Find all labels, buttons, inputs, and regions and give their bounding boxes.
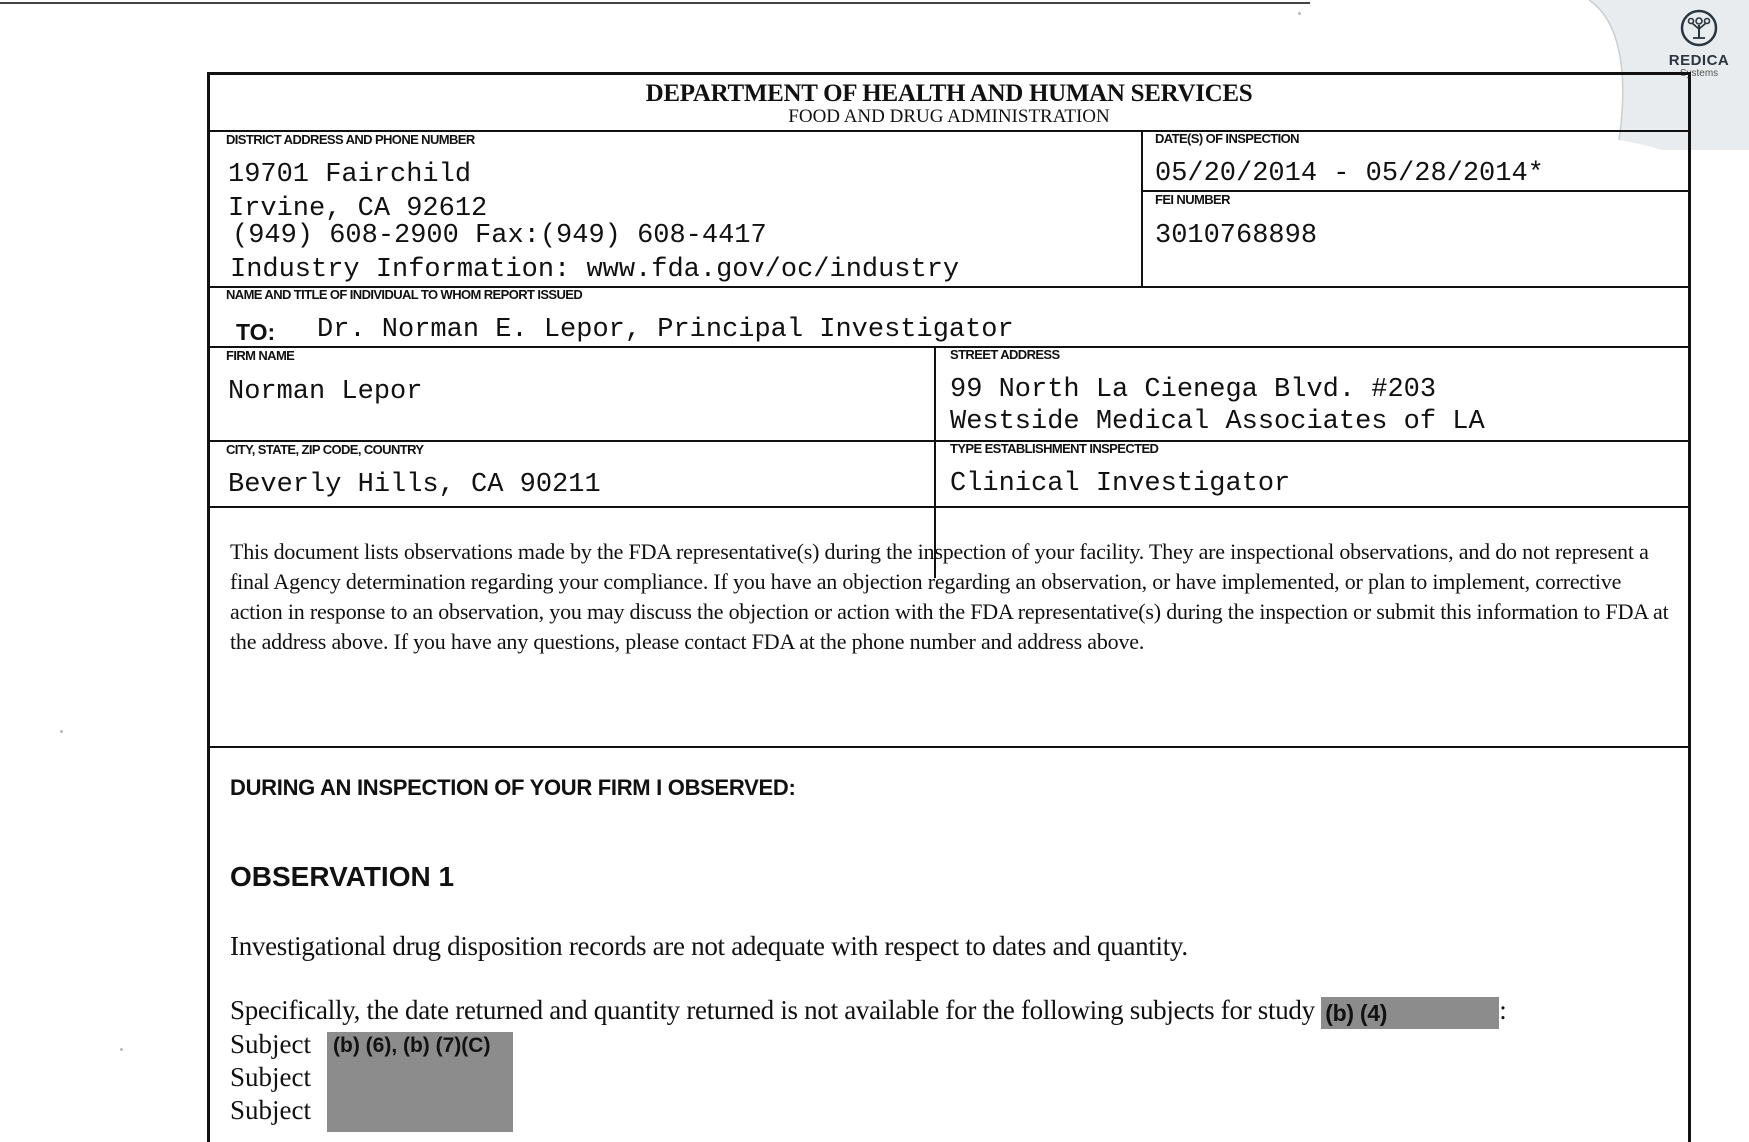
scan-speck — [1298, 12, 1301, 15]
rule — [210, 746, 1691, 748]
street-address-label: STREET ADDRESS — [950, 347, 1060, 362]
district-label: DISTRICT ADDRESS AND PHONE NUMBER — [226, 132, 475, 147]
district-url: Industry Information: www.fda.gov/oc/industry — [230, 255, 960, 285]
street-address-line2: Westside Medical Associates of LA — [950, 407, 1485, 437]
observation-text: Investigational drug disposition records are not adequate with respect to dates and quantity. — [230, 931, 1188, 961]
agency-title: FOOD AND DRUG ADMINISTRATION — [788, 106, 1110, 127]
redica-logo — [1649, 8, 1749, 79]
fda-form — [207, 72, 1691, 1142]
establishment-label: TYPE ESTABLISHMENT INSPECTED — [950, 441, 1159, 456]
city-value: Beverly Hills, CA 90211 — [228, 470, 601, 500]
subject-redaction — [327, 1032, 513, 1132]
logo-name: REDICA — [1668, 52, 1730, 69]
form-header — [210, 75, 1688, 127]
street-address-line1: 99 North La Cienega Blvd. #203 — [950, 375, 1437, 405]
study-redaction: (b) (4) — [1321, 997, 1499, 1029]
department-title: DEPARTMENT OF HEALTH AND HUMAN SERVICES — [645, 80, 1253, 107]
specifics-colon: : — [1499, 995, 1507, 1025]
fei-number: 3010768898 — [1155, 221, 1318, 251]
scan-top-edge — [0, 2, 1310, 4]
city-label: CITY, STATE, ZIP CODE, COUNTRY — [226, 442, 424, 457]
observation-specifics — [230, 995, 1506, 1029]
subject-label: Subject — [230, 1095, 311, 1125]
to-prefix: TO: — [236, 319, 276, 345]
observation-title: OBSERVATION 1 — [230, 861, 455, 892]
district-phone: (949) 608-2900 Fax:(949) 608-4417 — [232, 221, 767, 251]
subject-label: Subject — [230, 1029, 311, 1059]
scan-speck — [60, 730, 63, 733]
firm-name-label: FIRM NAME — [226, 348, 295, 363]
during-heading: DURING AN INSPECTION OF YOUR FIRM I OBSERVED: — [230, 775, 796, 800]
logo-subtitle: Systems — [1679, 68, 1719, 79]
subject-label: Subject — [230, 1062, 311, 1092]
redica-tree-icon — [1679, 8, 1719, 48]
firm-name: Norman Lepor — [228, 377, 423, 407]
rule — [1141, 130, 1143, 288]
fei-label: FEI NUMBER — [1155, 192, 1230, 207]
recipient-label: NAME AND TITLE OF INDIVIDUAL TO WHOM REPORT ISSUED — [226, 287, 583, 302]
recipient-name: Dr. Norman E. Lepor, Principal Investigator — [317, 315, 1014, 345]
district-street: 19701 Fairchild — [228, 160, 472, 190]
inspection-dates-label: DATE(S) OF INSPECTION — [1155, 131, 1299, 146]
subject-redaction-label: (b) (6), (b) (7)(C) — [333, 1034, 491, 1057]
scan-speck — [120, 1048, 123, 1051]
establishment-value: Clinical Investigator — [950, 469, 1291, 499]
specifics-text: Specifically, the date returned and quantity returned is not available for the following subjects for study — [230, 995, 1315, 1025]
district-city: Irvine, CA 92612 — [228, 194, 488, 224]
inspection-dates: 05/20/2014 - 05/28/2014* — [1155, 159, 1544, 189]
notice-paragraph: This document lists observations made by the FDA representative(s) during the inspection of your facility. They are inspectional observations, and do not represent a final Agency determination regarding your compliance. If you have an objection regarding an observation, or have implemented, or plan to implement, corrective action in response to an observation, you may discuss the objection or action with the FDA representative(s) during the inspection or submit this information to FDA at the address above. If you have any questions, please contact FDA at the phone number and address above. — [230, 539, 1669, 654]
rule — [210, 506, 1691, 508]
